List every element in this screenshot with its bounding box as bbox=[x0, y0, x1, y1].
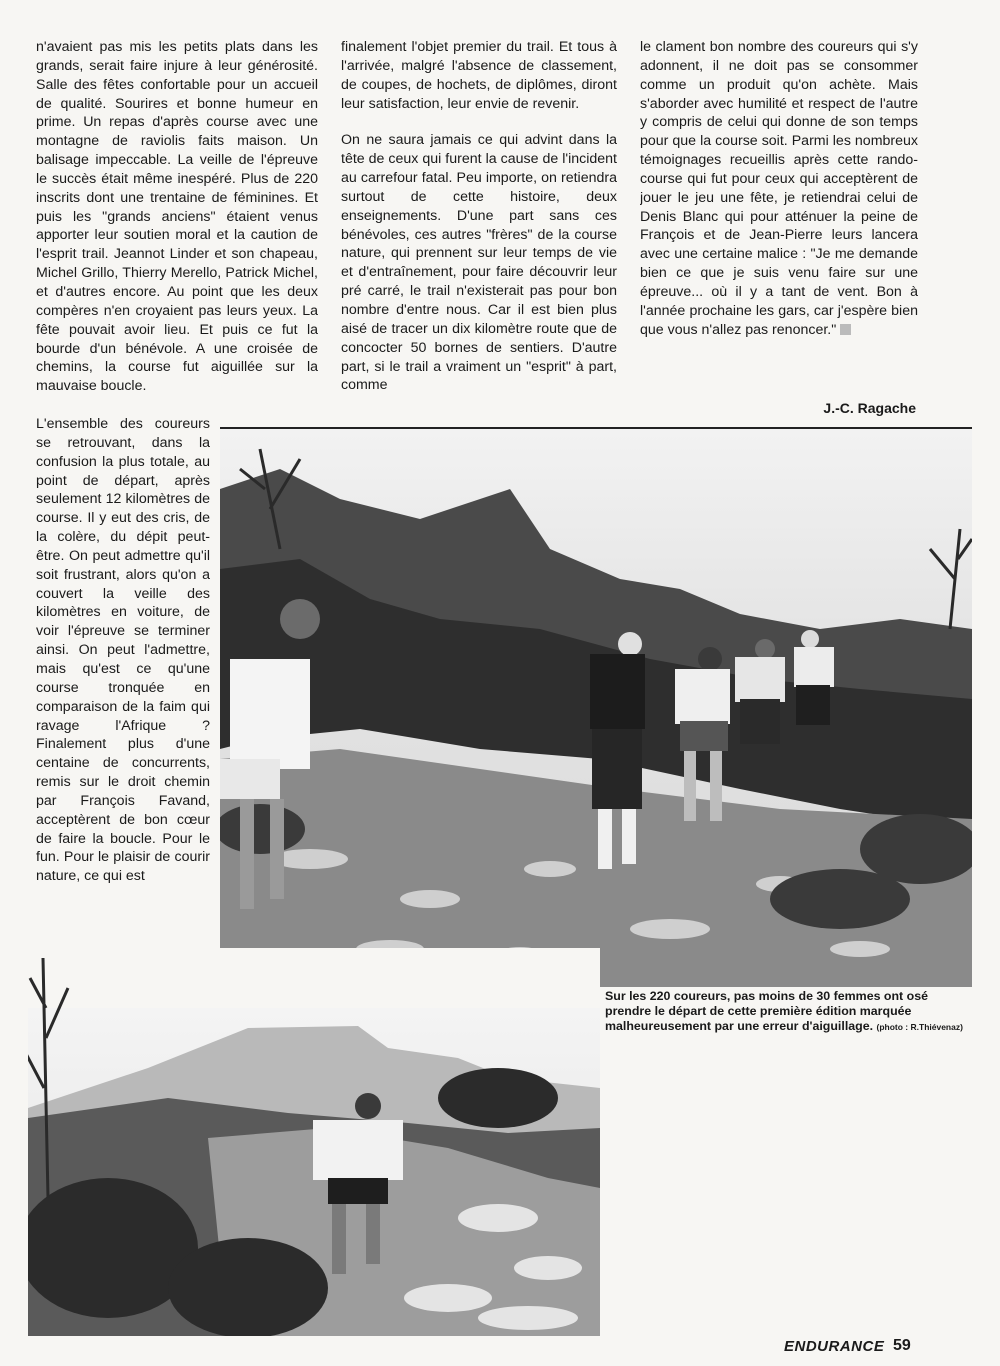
article-column-3 bbox=[640, 38, 918, 340]
photo-runners-illustration bbox=[220, 429, 972, 987]
article-column-1 bbox=[36, 38, 318, 396]
author-signature: J.-C. Ragache bbox=[823, 400, 916, 416]
photo-runners-climbing bbox=[220, 427, 972, 987]
article-paragraph: L'ensemble des coureurs se retrouvant, dans la confusion la plus totale, au point de départ, après seulement 12 kilomètres de course. Il y eut des cris, de la colère, du dépit peut-être. On peut admettre qu'il soit frustrant, alors qu'on a couvert la veille des kilomètres en voiture, de voir l'épreuve se terminer ainsi. On peut l'admettre, mais qu'est ce qu'une course tronquée en comparaison de la faim qui ravage l'Afrique ? Finalement plus d'une centaine de concurrents, remis sur le droit chemin par François Favand, acceptèrent de bon cœur de faire la boucle. Pour le fun. Pour le plaisir de courir nature, ce qui est bbox=[36, 416, 210, 885]
article-text: le clament bon nombre des coureurs qui s'y adonnent, il ne doit pas se consommer comme un produit qu'on achète. Mais s'aborder avec humilité et respect de l'autre y compris de celui qui donne de son temps pour que la course soit. Parmi les nombreux témoignages recueillis après cette rando-course qui fut pour ceux qui acceptèrent de jouer le jeu une fête, je retiendrai celui de Denis Blanc qui pour atténuer la peine de François et de Jean-Pierre leurs lancera avec une certaine malice : "Je me demande bien ce que je suis venu faire sur une épreuve... où il y a tant de vent. Bon à l'année prochaine les gars, car j'espère bien que vous n'allez pas renoncer." bbox=[640, 39, 918, 338]
end-square-icon bbox=[840, 324, 851, 335]
article-column-2 bbox=[341, 38, 617, 395]
article-paragraph bbox=[640, 38, 918, 340]
photo-credit: (photo : R.Thiévenaz) bbox=[876, 1022, 963, 1033]
caption-text: Sur les 220 coureurs, pas moins de 30 femmes ont osé prendre le départ de cette première édition marquée malheureusement par une erreur d'aiguillage. bbox=[605, 989, 928, 1034]
magazine-name: ENDURANCE bbox=[784, 1338, 885, 1355]
photo-caption bbox=[605, 989, 975, 1036]
article-paragraph: finalement l'objet premier du trail. Et tous à l'arrivée, malgré l'absence de classement, de coupes, de hochets, de diplômes, diront leur satisfaction, leur envie de revenir. bbox=[341, 39, 617, 112]
photo-runner-descending bbox=[28, 948, 600, 1336]
article-column-1-continued bbox=[36, 415, 210, 935]
page-number: 59 bbox=[893, 1337, 911, 1354]
article-paragraph: On ne saura jamais ce qui advint dans la tête de ceux qui furent la cause de l'incident au carrefour fatal. Peu importe, on retiendra surtout de cette histoire, deux enseignements. D'une part sans ces bénévoles, ces autres "frères" de la course nature, qui prennent sur leur temps de vie et d'entraînement, pour faire découvrir leur pré carré, le trail n'existerait pas pour bon nombre d'entre nous. Car il est bien plus aisé de tracer un dix kilomètre route que de concocter 50 bornes de sentiers. D'autre part, si le trail a vraiment un "esprit" à part, comme bbox=[341, 132, 617, 394]
article-paragraph: n'avaient pas mis les petits plats dans les grands, serait faire injure à leur générosité. Salle des fêtes confortable pour un accueil de qualité. Sourires et bonne humeur en prime. Un repas d'après course avec une montagne de raviolis faits maison. Un balisage impeccable. La veille de l'épreuve le succès était même inespéré. Plus de 220 inscrits dont une trentaine de féminines. Et puis les "grands anciens" étaient venus apporter leur soutien moral et la caution de l'esprit trail. Jeannot Linder et son chapeau, Michel Grillo, Thierry Merello, Patrick Michel, et d'autres encore. Au point que les deux compères n'en croyaient pas leurs yeux. La fête pouvait avoir lieu. Et puis ce fut la bourde d'un bénévole. A une croisée de chemins, la course fut aiguillée sur la mauvaise boucle. bbox=[36, 39, 318, 395]
photo-runner-illustration bbox=[28, 948, 600, 1336]
